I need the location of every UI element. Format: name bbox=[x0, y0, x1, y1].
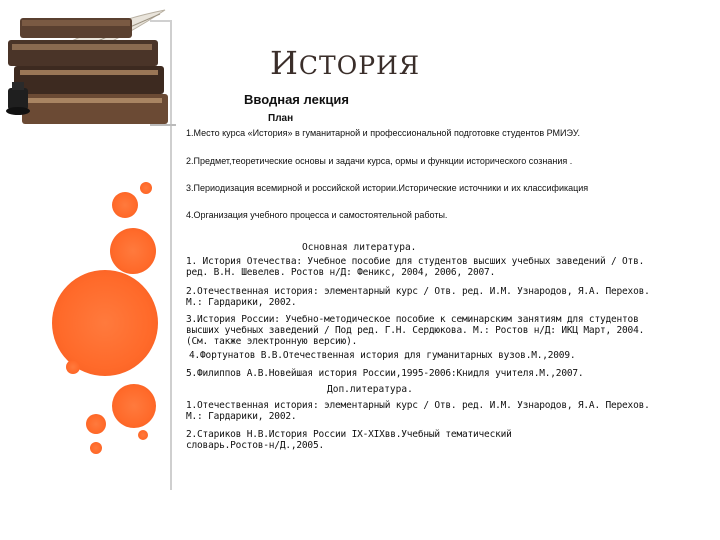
main-lit-item-3: 3.История России: Учебно-методическое пособие к семинарским занятиям для студентов высших учебных заведений / Под ред. Г.Н. Сердюкова. М.: Ростов н/Д: ИКЦ Март, 2004. (См. также электронную версию). bbox=[186, 314, 645, 347]
main-lit-item-1: 1. История Отечества: Учебное пособие для студентов высших учебных заведений / Отв. ред. В.Н. Шевелев. Ростов н/Д: Феникс, 2004, 2006, 2007. bbox=[186, 256, 645, 278]
plan-item-2: 2.Предмет,теоретические основы и задачи курса, ормы и функции исторического сознания . bbox=[186, 156, 573, 166]
corner-rule bbox=[150, 20, 172, 22]
extra-literature-heading: Доп.литература. bbox=[327, 384, 413, 395]
slide-title bbox=[270, 44, 420, 82]
title-rest: СТОРИЯ bbox=[298, 51, 421, 80]
plan-item-4: 4.Организация учебного процесса и самостоятельной работы. bbox=[186, 210, 448, 220]
circle-small-2 bbox=[86, 414, 106, 434]
plan-item-3: 3.Периодизация всемирной и российской истории.Исторические источники и их классификация bbox=[186, 183, 589, 193]
extra-lit-item-1: 1.Отечественная история: элементарный курс / Отв. ред. И.М. Узнародов, Я.А. Перехов. М.: Гардарики, 2002. bbox=[186, 400, 650, 422]
plan-heading: План bbox=[268, 113, 294, 124]
circle-large bbox=[52, 270, 158, 376]
plan-item-1: 1.Место курса «История» в гуманитарной и профессиональной подготовке студентов РМИЭУ. bbox=[186, 128, 580, 138]
main-lit-item-2: 2.Отечественная история: элементарный курс / Отв. ред. И.М. Узнародов, Я.А. Перехов. М.: Гардарики, 2002. bbox=[186, 286, 650, 308]
subtitle: Вводная лекция bbox=[244, 92, 349, 107]
vertical-rule bbox=[170, 20, 172, 490]
circle-small bbox=[112, 192, 138, 218]
title-initial: И bbox=[270, 44, 299, 82]
circle-tiny-4 bbox=[138, 430, 148, 440]
circle-medium bbox=[110, 228, 156, 274]
main-lit-item-4: 4.Фортунатов В.В.Отечественная история для гуманитарных вузов.М.,2009. bbox=[189, 350, 576, 361]
rule-accent bbox=[150, 124, 176, 126]
circle-tiny bbox=[140, 182, 152, 194]
books-illustration bbox=[0, 0, 172, 130]
circle-tiny-3 bbox=[66, 360, 80, 374]
main-literature-heading: Основная литература. bbox=[302, 242, 417, 253]
circle-medium-2 bbox=[112, 384, 156, 428]
extra-lit-item-2: 2.Стариков Н.В.История России IX-XIXвв.Учебный тематический словарь.Ростов-н/Д.,2005. bbox=[186, 429, 512, 451]
circle-tiny-2 bbox=[90, 442, 102, 454]
main-lit-item-5: 5.Филиппов А.В.Новейшая история России,1995-2006:Книдля учителя.М.,2007. bbox=[186, 368, 584, 379]
